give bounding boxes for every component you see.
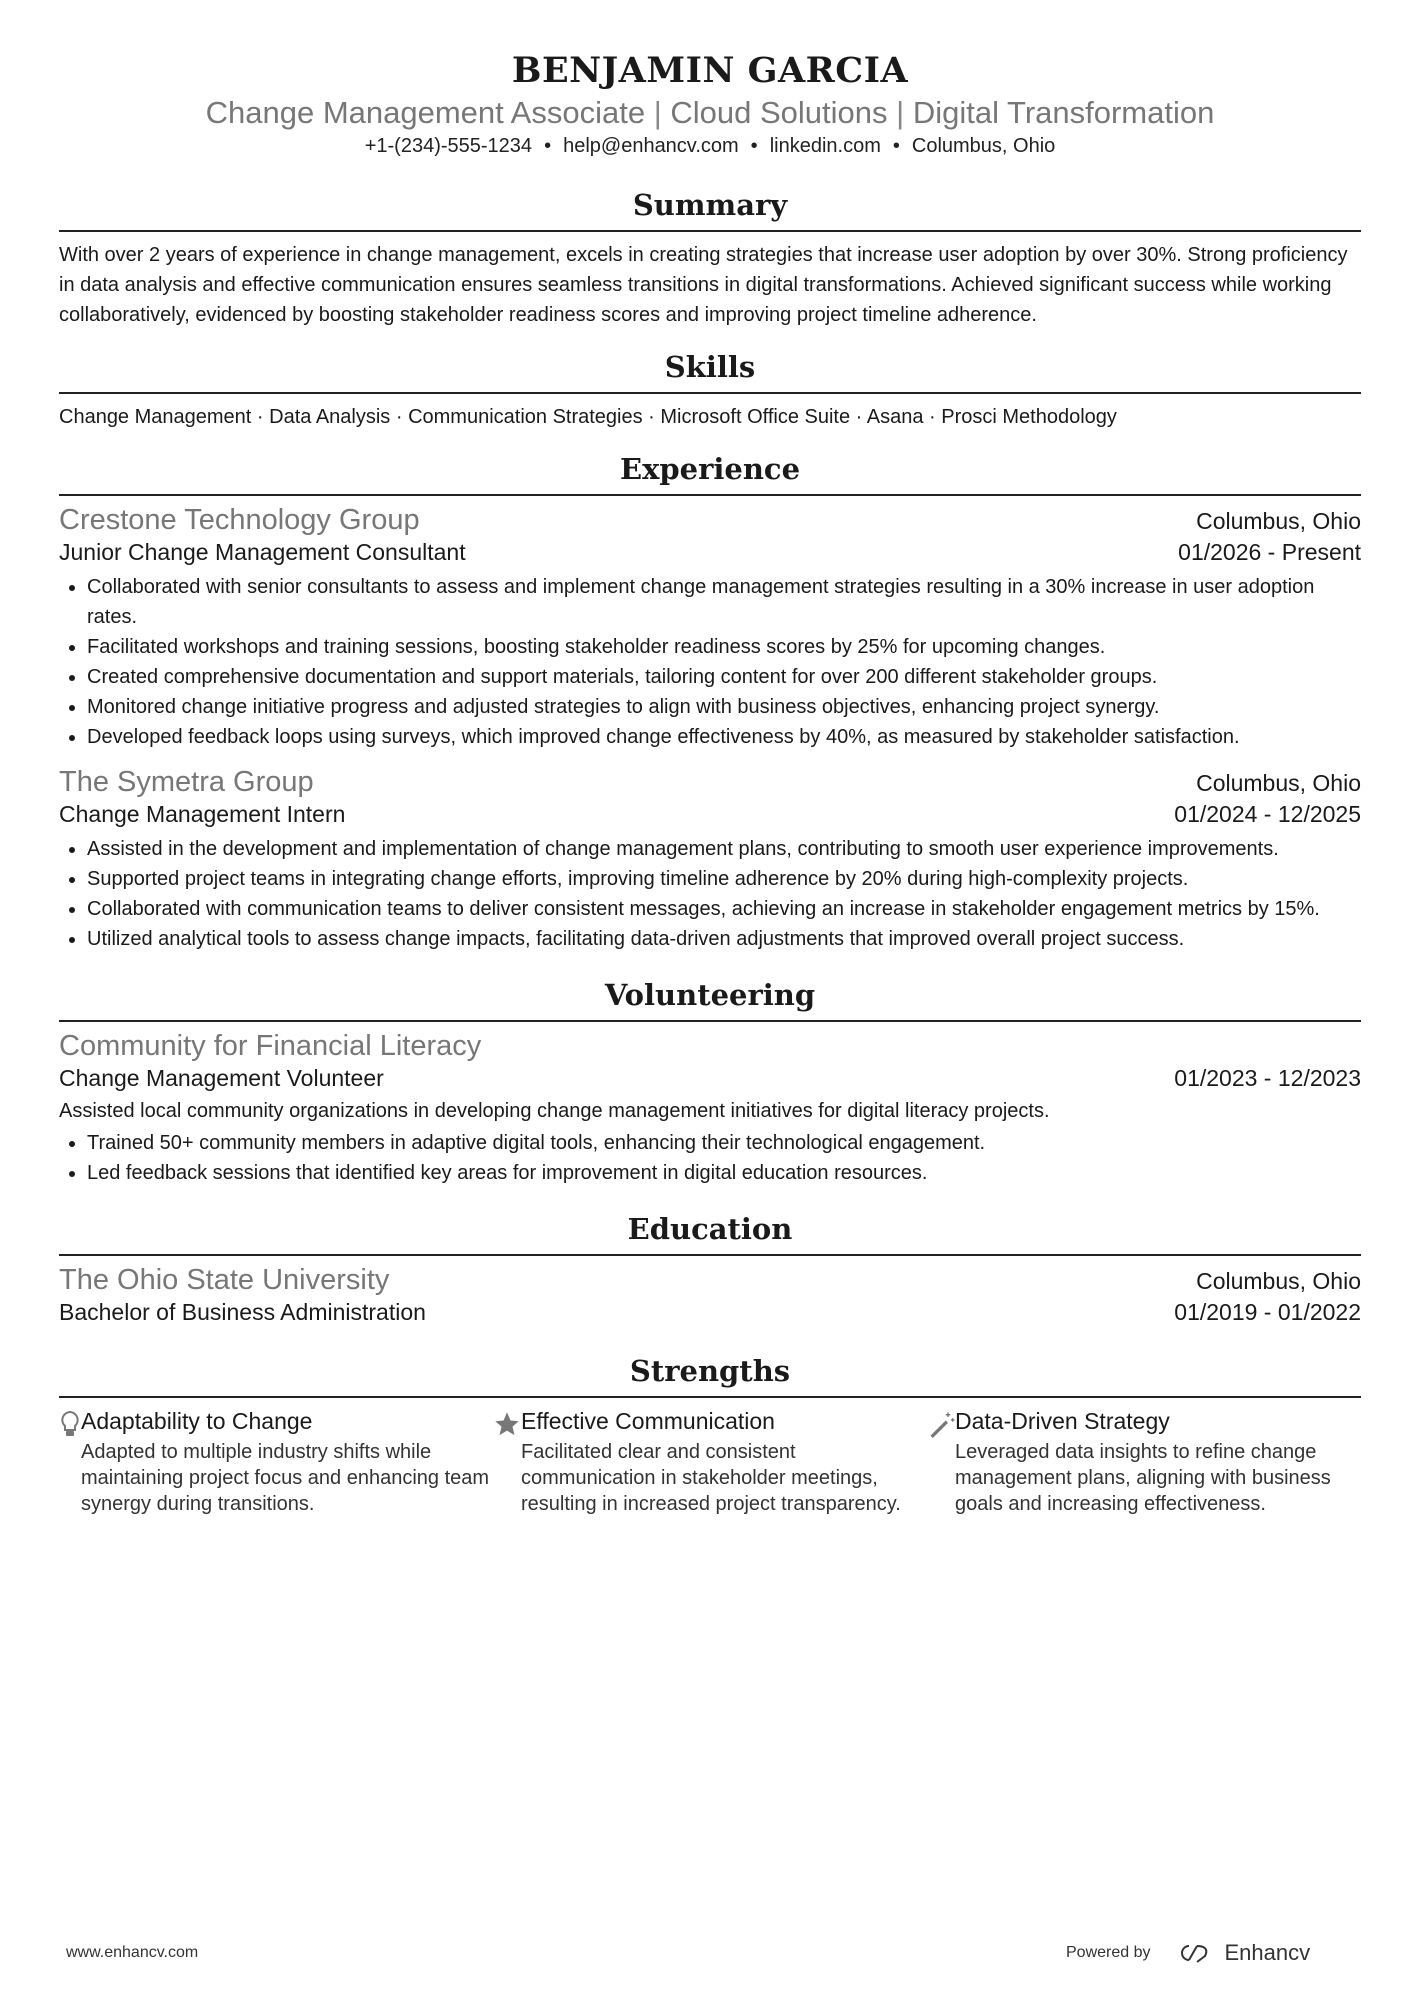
magic-wand-icon [927, 1408, 955, 1517]
resume-page [59, 0, 1361, 1517]
volunteer-dates: 01/2023 - 12/2023 [1174, 1065, 1361, 1091]
bullet: • Trained 50+ community members in adaptive digital tools, enhancing their technological engagement. [87, 1128, 1361, 1158]
experience-entry [59, 504, 1361, 752]
strength-item [59, 1408, 493, 1517]
education-dates: 01/2019 - 01/2022 [1174, 1299, 1361, 1325]
headline-part: Cloud Solutions [670, 95, 888, 130]
headline [59, 95, 1361, 131]
summary-text: With over 2 years of experience in change management, excels in creating strategies that increase user adoption by over 30%. Strong proficiency in data analysis and effective communication ensures seamless transitions in digital transformations. Achieved significant success while working collaboratively, evidenced by boosting stakeholder readiness scores and improving project timeline adherence. [59, 244, 1348, 326]
strength-text: Facilitated clear and consistent communication in stakeholder meetings, resulting in increased project transparency. [521, 1441, 901, 1515]
summary-section [59, 188, 1361, 330]
candidate-name: BENJAMIN GARCIA [511, 50, 909, 91]
bullet: • Supported project teams in integrating change efforts, improving timeline adherence by 20% during high-complexity projects. [87, 864, 1361, 894]
phone: +1-(234)-555-1234 [364, 135, 533, 157]
skills-section [59, 350, 1361, 432]
education-section [59, 1212, 1361, 1326]
bullet: • Monitored change initiative progress and adjusted strategies to align with business objectives, enhancing project synergy. [87, 692, 1361, 722]
skills-list: Change Management · Data Analysis · Communication Strategies · Microsoft Office Suite · Asana · Prosci Methodology [59, 406, 1117, 428]
degree: Bachelor of Business Administration [59, 1299, 426, 1325]
bullet: • Collaborated with senior consultants to assess and implement change management strategies resulting in a 30% increase in user adoption rates. [87, 572, 1361, 632]
powered-by-label: Powered by [1066, 1944, 1151, 1961]
brand-name: Enhancv [1224, 1940, 1311, 1965]
email-link[interactable]: help@enhancv.com [563, 135, 739, 157]
separator: | [653, 95, 662, 130]
location: Columbus, Ohio [911, 135, 1056, 157]
experience-entry [59, 766, 1361, 954]
company-name: Crestone Technology Group [59, 504, 420, 536]
enhancv-logo-icon [1175, 1941, 1215, 1965]
bullet: • Assisted in the development and implementation of change management plans, contributing to smooth user experience improvements. [87, 834, 1361, 864]
footer-branding [1066, 1940, 1310, 1966]
job-location: Columbus, Ohio [1196, 508, 1361, 534]
strength-text: Adapted to multiple industry shifts while maintaining project focus and enhancing team synergy during transitions. [81, 1441, 490, 1515]
section-title: Summary [59, 188, 1361, 232]
strength-title: Effective Communication [521, 1408, 775, 1434]
school-location: Columbus, Ohio [1196, 1268, 1361, 1294]
strength-title: Data-Driven Strategy [955, 1408, 1170, 1434]
contact-info: +1-(234)-555-1234 • help@enhancv.com • linkedin.com • Columbus, Ohio [364, 135, 1056, 157]
volunteering-section [59, 978, 1361, 1188]
strength-item [927, 1408, 1361, 1517]
organization-name: Community for Financial Literacy [59, 1030, 482, 1062]
volunteer-description: Assisted local community organizations in developing change management initiatives for digital literacy projects. [59, 1100, 1050, 1122]
bullet: • Led feedback sessions that identified key areas for improvement in digital education resources. [87, 1158, 1361, 1188]
section-title: Education [59, 1212, 1361, 1256]
bullet: • Facilitated workshops and training sessions, boosting stakeholder readiness scores by 25% for upcoming changes. [87, 632, 1361, 662]
lightbulb-icon [59, 1408, 81, 1517]
strength-item [493, 1408, 927, 1517]
footer-website[interactable]: www.enhancv.com [66, 1944, 199, 1961]
bullet: • Developed feedback loops using surveys, which improved change effectiveness by 40%, as measured by stakeholder satisfaction. [87, 722, 1361, 752]
job-title: Junior Change Management Consultant [59, 539, 466, 565]
star-icon [493, 1408, 521, 1517]
headline-part: Digital Transformation [912, 95, 1215, 130]
job-dates: 01/2024 - 12/2025 [1174, 801, 1361, 827]
section-title: Strengths [59, 1354, 1361, 1398]
section-title: Volunteering [59, 978, 1361, 1022]
job-title: Change Management Intern [59, 801, 346, 827]
headline-part: Change Management Associate [205, 95, 646, 130]
education-entry [59, 1264, 1361, 1326]
volunteering-entry [59, 1030, 1361, 1188]
job-location: Columbus, Ohio [1196, 770, 1361, 796]
school-name: The Ohio State University [59, 1264, 390, 1296]
separator: | [896, 95, 905, 130]
experience-section [59, 452, 1361, 954]
volunteer-role: Change Management Volunteer [59, 1065, 384, 1091]
bullet: • Utilized analytical tools to assess change impacts, facilitating data-driven adjustments that improved overall project success. [87, 924, 1361, 954]
section-title: Experience [59, 452, 1361, 496]
company-name: The Symetra Group [59, 766, 314, 798]
linkedin-link[interactable]: linkedin.com [769, 135, 881, 157]
strength-text: Leveraged data insights to refine change management plans, aligning with business goals and increasing effectiveness. [955, 1441, 1331, 1515]
section-title: Skills [59, 350, 1361, 394]
bullet: • Collaborated with communication teams to deliver consistent messages, achieving an increase in stakeholder engagement metrics by 15%. [87, 894, 1361, 924]
strength-title: Adaptability to Change [81, 1408, 313, 1434]
job-dates: 01/2026 - Present [1178, 539, 1361, 565]
bullet: • Created comprehensive documentation and support materials, tailoring content for over 200 different stakeholder groups. [87, 662, 1361, 692]
strengths-section [59, 1354, 1361, 1517]
